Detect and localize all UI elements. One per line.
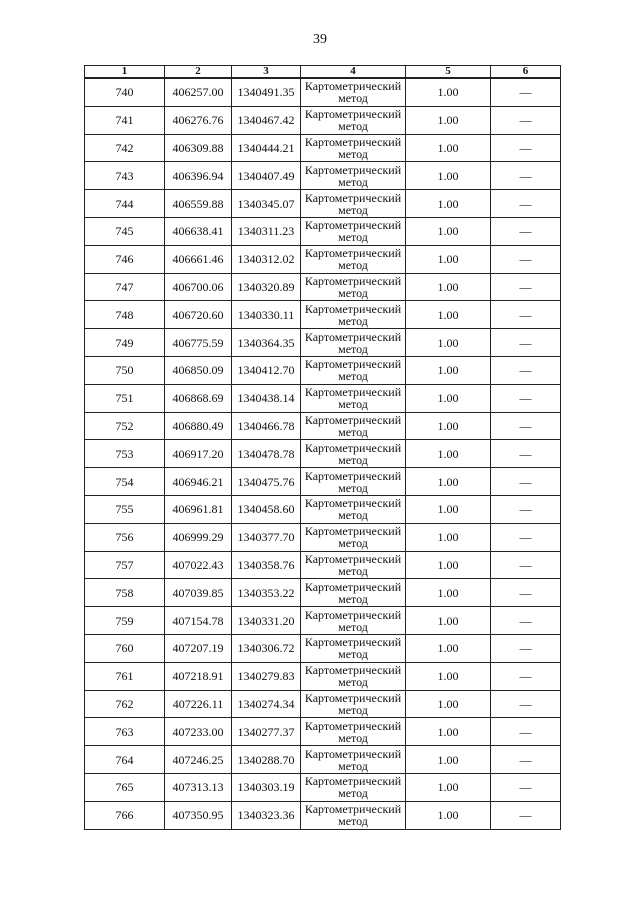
method-line-1: Картометрический: [304, 663, 402, 678]
cell-coord-x: 406257.00: [165, 78, 232, 106]
cell-note: —: [491, 190, 561, 218]
table-row: [85, 468, 561, 496]
method-line-1: Картометрический: [304, 440, 402, 455]
cell-note: —: [491, 607, 561, 635]
table-row: [85, 801, 561, 829]
cell-coord-x: 406999.29: [165, 523, 232, 551]
cell-method: [301, 746, 406, 774]
cell-note: —: [491, 301, 561, 329]
cell-note: —: [491, 356, 561, 384]
table-header: [85, 66, 561, 79]
table-row: [85, 384, 561, 412]
method-line-2: метод: [338, 174, 368, 189]
cell-note: —: [491, 412, 561, 440]
method-line-1: Картометрический: [304, 329, 402, 344]
method-line-2: метод: [338, 258, 368, 273]
method-line-2: метод: [338, 563, 368, 578]
method-line-2: метод: [338, 508, 368, 523]
cell-accuracy: 1.00: [406, 551, 491, 579]
cell-method: [301, 523, 406, 551]
cell-note: —: [491, 134, 561, 162]
cell-point-number: 742: [85, 134, 165, 162]
cell-coord-x: 406961.81: [165, 495, 232, 523]
cell-point-number: 740: [85, 78, 165, 106]
cell-note: —: [491, 523, 561, 551]
method-line-1: Картометрический: [304, 107, 402, 122]
cell-note: —: [491, 162, 561, 190]
cell-accuracy: 1.00: [406, 523, 491, 551]
method-line-2: метод: [338, 91, 368, 106]
cell-note: —: [491, 329, 561, 357]
cell-coord-y: 1340438.14: [232, 384, 301, 412]
cell-coord-y: 1340444.21: [232, 134, 301, 162]
table-row: [85, 718, 561, 746]
cell-accuracy: 1.00: [406, 78, 491, 106]
table-row: [85, 412, 561, 440]
cell-coord-x: 406276.76: [165, 106, 232, 134]
cell-coord-x: 406638.41: [165, 217, 232, 245]
cell-accuracy: 1.00: [406, 190, 491, 218]
cell-coord-x: 406850.09: [165, 356, 232, 384]
table-row: [85, 773, 561, 801]
cell-point-number: 762: [85, 690, 165, 718]
cell-coord-y: 1340467.42: [232, 106, 301, 134]
cell-point-number: 757: [85, 551, 165, 579]
cell-coord-y: 1340323.36: [232, 801, 301, 829]
table-row: [85, 440, 561, 468]
cell-coord-x: 407313.13: [165, 773, 232, 801]
cell-coord-y: 1340353.22: [232, 579, 301, 607]
method-line-2: метод: [338, 230, 368, 245]
cell-point-number: 764: [85, 746, 165, 774]
cell-accuracy: 1.00: [406, 217, 491, 245]
cell-note: —: [491, 662, 561, 690]
table-row: [85, 190, 561, 218]
method-line-1: Картометрический: [304, 774, 402, 789]
header-col-6: 6: [491, 66, 561, 79]
method-line-1: Картометрический: [304, 635, 402, 650]
cell-coord-y: 1340274.34: [232, 690, 301, 718]
method-line-2: метод: [338, 536, 368, 551]
cell-note: —: [491, 273, 561, 301]
table-row: [85, 523, 561, 551]
method-line-2: метод: [338, 119, 368, 134]
cell-accuracy: 1.00: [406, 384, 491, 412]
cell-coord-y: 1340312.02: [232, 245, 301, 273]
cell-coord-x: 407154.78: [165, 607, 232, 635]
method-line-2: метод: [338, 758, 368, 773]
cell-point-number: 745: [85, 217, 165, 245]
table-row: [85, 106, 561, 134]
cell-accuracy: 1.00: [406, 607, 491, 635]
table-row: [85, 78, 561, 106]
cell-coord-y: 1340491.35: [232, 78, 301, 106]
cell-method: [301, 773, 406, 801]
cell-note: —: [491, 440, 561, 468]
table-row: [85, 162, 561, 190]
cell-coord-y: 1340330.11: [232, 301, 301, 329]
cell-method: [301, 468, 406, 496]
method-line-2: метод: [338, 369, 368, 384]
cell-note: —: [491, 106, 561, 134]
page-number: 39: [313, 32, 327, 47]
cell-coord-y: 1340364.35: [232, 329, 301, 357]
cell-coord-x: 407233.00: [165, 718, 232, 746]
cell-method: [301, 412, 406, 440]
cell-point-number: 752: [85, 412, 165, 440]
cell-method: [301, 662, 406, 690]
cell-point-number: 753: [85, 440, 165, 468]
method-line-1: Картометрический: [304, 246, 402, 261]
method-line-1: Картометрический: [304, 134, 402, 149]
table-row: [85, 329, 561, 357]
cell-coord-x: 406868.69: [165, 384, 232, 412]
cell-method: [301, 440, 406, 468]
cell-accuracy: 1.00: [406, 412, 491, 440]
cell-point-number: 746: [85, 245, 165, 273]
cell-point-number: 750: [85, 356, 165, 384]
cell-note: —: [491, 78, 561, 106]
cell-point-number: 744: [85, 190, 165, 218]
method-line-2: метод: [338, 675, 368, 690]
method-line-2: метод: [338, 591, 368, 606]
method-line-1: Картометрический: [304, 162, 402, 177]
cell-method: [301, 634, 406, 662]
cell-note: —: [491, 468, 561, 496]
cell-point-number: 766: [85, 801, 165, 829]
cell-coord-x: 407350.95: [165, 801, 232, 829]
header-col-3: 3: [232, 66, 301, 79]
cell-coord-y: 1340277.37: [232, 718, 301, 746]
method-line-1: Картометрический: [304, 579, 402, 594]
method-line-1: Картометрический: [304, 273, 402, 288]
cell-method: [301, 301, 406, 329]
cell-point-number: 765: [85, 773, 165, 801]
cell-point-number: 756: [85, 523, 165, 551]
cell-coord-y: 1340311.23: [232, 217, 301, 245]
cell-note: —: [491, 634, 561, 662]
cell-point-number: 760: [85, 634, 165, 662]
cell-method: [301, 801, 406, 829]
cell-coord-y: 1340303.19: [232, 773, 301, 801]
header-row: [85, 66, 561, 79]
cell-point-number: 747: [85, 273, 165, 301]
table-row: [85, 746, 561, 774]
method-line-2: метод: [338, 702, 368, 717]
cell-method: [301, 356, 406, 384]
cell-note: —: [491, 773, 561, 801]
cell-method: [301, 718, 406, 746]
coordinates-table: [84, 65, 561, 830]
cell-accuracy: 1.00: [406, 468, 491, 496]
method-line-2: метод: [338, 341, 368, 356]
cell-coord-y: 1340306.72: [232, 634, 301, 662]
cell-note: —: [491, 245, 561, 273]
cell-method: [301, 245, 406, 273]
cell-coord-y: 1340412.70: [232, 356, 301, 384]
table-row: [85, 301, 561, 329]
cell-coord-y: 1340458.60: [232, 495, 301, 523]
method-line-2: метод: [338, 730, 368, 745]
cell-coord-y: 1340358.76: [232, 551, 301, 579]
cell-method: [301, 495, 406, 523]
method-line-1: Картометрический: [304, 79, 402, 94]
cell-accuracy: 1.00: [406, 106, 491, 134]
method-line-1: Картометрический: [304, 496, 402, 511]
cell-coord-x: 406559.88: [165, 190, 232, 218]
cell-coord-y: 1340320.89: [232, 273, 301, 301]
method-line-1: Картометрический: [304, 607, 402, 622]
cell-point-number: 751: [85, 384, 165, 412]
cell-accuracy: 1.00: [406, 662, 491, 690]
header-col-2: 2: [165, 66, 232, 79]
cell-method: [301, 579, 406, 607]
cell-coord-y: 1340279.83: [232, 662, 301, 690]
cell-coord-x: 406946.21: [165, 468, 232, 496]
table-row: [85, 690, 561, 718]
method-line-1: Картометрический: [304, 357, 402, 372]
method-line-2: метод: [338, 424, 368, 439]
cell-note: —: [491, 690, 561, 718]
cell-coord-x: 407039.85: [165, 579, 232, 607]
method-line-1: Картометрический: [304, 468, 402, 483]
cell-note: —: [491, 384, 561, 412]
cell-coord-x: 406720.60: [165, 301, 232, 329]
cell-accuracy: 1.00: [406, 301, 491, 329]
method-line-1: Картометрический: [304, 690, 402, 705]
table-row: [85, 551, 561, 579]
method-line-2: метод: [338, 202, 368, 217]
method-line-1: Картометрический: [304, 412, 402, 427]
cell-point-number: 761: [85, 662, 165, 690]
cell-point-number: 763: [85, 718, 165, 746]
cell-note: —: [491, 217, 561, 245]
cell-note: —: [491, 801, 561, 829]
table-row: [85, 245, 561, 273]
method-line-2: метод: [338, 480, 368, 495]
cell-coord-y: 1340407.49: [232, 162, 301, 190]
cell-note: —: [491, 718, 561, 746]
cell-coord-x: 406775.59: [165, 329, 232, 357]
table-row: [85, 634, 561, 662]
cell-method: [301, 551, 406, 579]
method-line-1: Картометрический: [304, 718, 402, 733]
cell-accuracy: 1.00: [406, 579, 491, 607]
cell-method: [301, 329, 406, 357]
method-line-1: Картометрический: [304, 551, 402, 566]
cell-accuracy: 1.00: [406, 329, 491, 357]
method-line-2: метод: [338, 285, 368, 300]
cell-coord-x: 406396.94: [165, 162, 232, 190]
cell-coord-y: 1340478.78: [232, 440, 301, 468]
cell-point-number: 759: [85, 607, 165, 635]
cell-note: —: [491, 579, 561, 607]
table-row: [85, 134, 561, 162]
method-line-2: метод: [338, 313, 368, 328]
method-line-1: Картометрический: [304, 802, 402, 817]
cell-point-number: 755: [85, 495, 165, 523]
cell-accuracy: 1.00: [406, 801, 491, 829]
cell-point-number: 749: [85, 329, 165, 357]
header-col-4: 4: [301, 66, 406, 79]
cell-coord-x: 406700.06: [165, 273, 232, 301]
cell-method: [301, 273, 406, 301]
cell-note: —: [491, 746, 561, 774]
cell-coord-x: 406309.88: [165, 134, 232, 162]
cell-accuracy: 1.00: [406, 634, 491, 662]
header-col-1: 1: [85, 66, 165, 79]
cell-coord-x: 407218.91: [165, 662, 232, 690]
header-col-5: 5: [406, 66, 491, 79]
cell-method: [301, 162, 406, 190]
cell-method: [301, 384, 406, 412]
cell-accuracy: 1.00: [406, 718, 491, 746]
method-line-2: метод: [338, 647, 368, 662]
cell-coord-x: 406880.49: [165, 412, 232, 440]
cell-coord-y: 1340475.76: [232, 468, 301, 496]
table-row: [85, 273, 561, 301]
cell-method: [301, 78, 406, 106]
table-row: [85, 579, 561, 607]
cell-coord-y: 1340345.07: [232, 190, 301, 218]
table-body: [85, 78, 561, 829]
method-line-1: Картометрический: [304, 218, 402, 233]
cell-accuracy: 1.00: [406, 273, 491, 301]
cell-coord-x: 406661.46: [165, 245, 232, 273]
method-line-1: Картометрический: [304, 524, 402, 539]
cell-accuracy: 1.00: [406, 495, 491, 523]
method-line-1: Картометрический: [304, 746, 402, 761]
cell-method: [301, 690, 406, 718]
cell-accuracy: 1.00: [406, 162, 491, 190]
method-line-2: метод: [338, 814, 368, 829]
cell-coord-x: 407022.43: [165, 551, 232, 579]
cell-coord-x: 407246.25: [165, 746, 232, 774]
method-line-2: метод: [338, 397, 368, 412]
table-row: [85, 217, 561, 245]
method-line-2: метод: [338, 619, 368, 634]
cell-point-number: 754: [85, 468, 165, 496]
cell-accuracy: 1.00: [406, 440, 491, 468]
cell-point-number: 743: [85, 162, 165, 190]
cell-accuracy: 1.00: [406, 690, 491, 718]
method-line-1: Картометрический: [304, 385, 402, 400]
cell-note: —: [491, 495, 561, 523]
table-row: [85, 356, 561, 384]
method-line-2: метод: [338, 146, 368, 161]
cell-point-number: 758: [85, 579, 165, 607]
cell-accuracy: 1.00: [406, 773, 491, 801]
cell-point-number: 741: [85, 106, 165, 134]
cell-coord-x: 407226.11: [165, 690, 232, 718]
cell-method: [301, 190, 406, 218]
cell-method: [301, 217, 406, 245]
method-line-1: Картометрический: [304, 190, 402, 205]
cell-method: [301, 607, 406, 635]
cell-accuracy: 1.00: [406, 245, 491, 273]
cell-accuracy: 1.00: [406, 134, 491, 162]
cell-method: [301, 134, 406, 162]
cell-note: —: [491, 551, 561, 579]
cell-coord-x: 406917.20: [165, 440, 232, 468]
cell-accuracy: 1.00: [406, 746, 491, 774]
cell-accuracy: 1.00: [406, 356, 491, 384]
cell-coord-y: 1340288.70: [232, 746, 301, 774]
cell-coord-y: 1340466.78: [232, 412, 301, 440]
method-line-2: метод: [338, 452, 368, 467]
table-row: [85, 662, 561, 690]
table-row: [85, 607, 561, 635]
cell-coord-y: 1340377.70: [232, 523, 301, 551]
cell-point-number: 748: [85, 301, 165, 329]
method-line-2: метод: [338, 786, 368, 801]
cell-method: [301, 106, 406, 134]
cell-coord-x: 407207.19: [165, 634, 232, 662]
method-line-1: Картометрический: [304, 301, 402, 316]
cell-coord-y: 1340331.20: [232, 607, 301, 635]
table-row: [85, 495, 561, 523]
